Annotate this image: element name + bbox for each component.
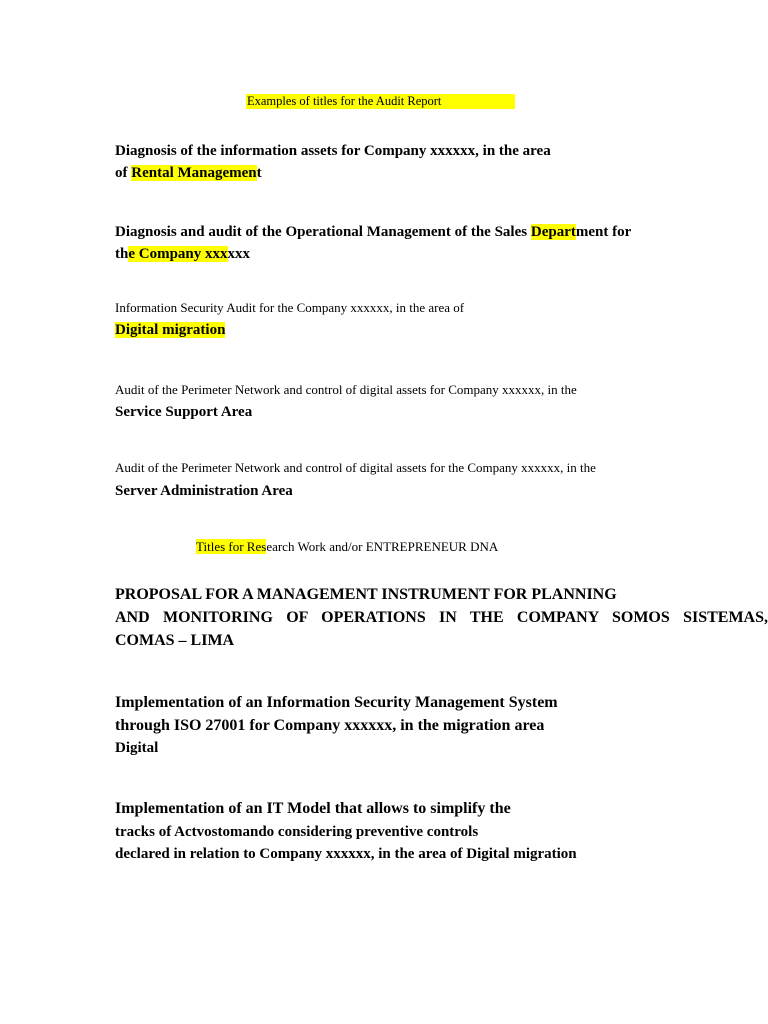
audit-title-1-prefix: of bbox=[115, 165, 132, 181]
audit-title-3-highlight: Digital migration bbox=[115, 322, 226, 338]
research-title-1-line-1: PROPOSAL FOR A MANAGEMENT INSTRUMENT FOR PLANNING bbox=[115, 586, 617, 603]
audit-title-2-line-1-post: ment for bbox=[575, 224, 632, 240]
research-heading-rest: earch Work and/or ENTREPRENEUR DNA bbox=[266, 539, 499, 554]
audit-title-1-highlight: Rental Managemen bbox=[131, 165, 257, 181]
audit-title-1-line-2 bbox=[115, 162, 551, 184]
audit-title-2-line-1-pre: Diagnosis and audit of the Operational Management of the Sales bbox=[115, 224, 531, 240]
research-title-1-line-3: COMAS – LIMA bbox=[115, 632, 235, 649]
audit-title-5-line-1: Audit of the Perimeter Network and control of digital assets for the Company xxxxxx, in the bbox=[115, 460, 596, 475]
audit-title-1-line-1: Diagnosis of the information assets for Company xxxxxx, in the area bbox=[115, 143, 551, 159]
research-title-1 bbox=[115, 583, 768, 652]
research-heading bbox=[196, 538, 498, 555]
audit-title-2-line-2-post: xxx bbox=[227, 246, 251, 262]
audit-report-heading-text: Examples of titles for the Audit Report bbox=[247, 94, 442, 108]
audit-title-5-line-2: Server Administration Area bbox=[115, 483, 293, 499]
research-title-3-line-2: tracks of Actvostomando considering preventive controls bbox=[115, 823, 479, 840]
research-title-2-line-2: through ISO 27001 for Company xxxxxx, in the migration area bbox=[115, 716, 545, 734]
audit-title-4-line-1: Audit of the Perimeter Network and control of digital assets for Company xxxxxx, in the bbox=[115, 382, 577, 397]
audit-title-1 bbox=[115, 140, 551, 184]
research-title-2-line-1: Implementation of an Information Security Management System bbox=[115, 694, 558, 711]
audit-title-2-line-2-highlight: e Company xxx bbox=[128, 246, 228, 262]
research-title-1-line-2: AND MONITORING OF OPERATIONS IN THE COMPANY SOMOS SISTEMAS, bbox=[115, 609, 768, 626]
audit-title-2-line-2-pre: th bbox=[115, 246, 129, 262]
audit-title-3-line-2 bbox=[115, 321, 225, 340]
research-title-2-line-3: Digital bbox=[115, 740, 159, 756]
research-title-2 bbox=[115, 692, 558, 760]
audit-title-2 bbox=[115, 221, 631, 265]
research-heading-highlight: Titles for Res bbox=[196, 539, 267, 554]
audit-title-4-line-2: Service Support Area bbox=[115, 404, 253, 420]
research-title-3-line-3: declared in relation to Company xxxxxx, in the area of Digital migration bbox=[115, 846, 577, 862]
audit-title-2-line-1 bbox=[115, 221, 631, 243]
audit-title-1-suffix: t bbox=[256, 165, 262, 181]
audit-title-2-line-1-highlight: Depart bbox=[530, 224, 576, 240]
audit-title-2-line-2 bbox=[115, 243, 631, 265]
audit-title-3-line-1: Information Security Audit for the Company xxxxxx, in the area of bbox=[115, 300, 465, 315]
research-title-3 bbox=[115, 798, 577, 866]
research-title-3-line-1: Implementation of an IT Model that allows to simplify the bbox=[115, 800, 511, 817]
audit-report-heading bbox=[246, 94, 515, 109]
